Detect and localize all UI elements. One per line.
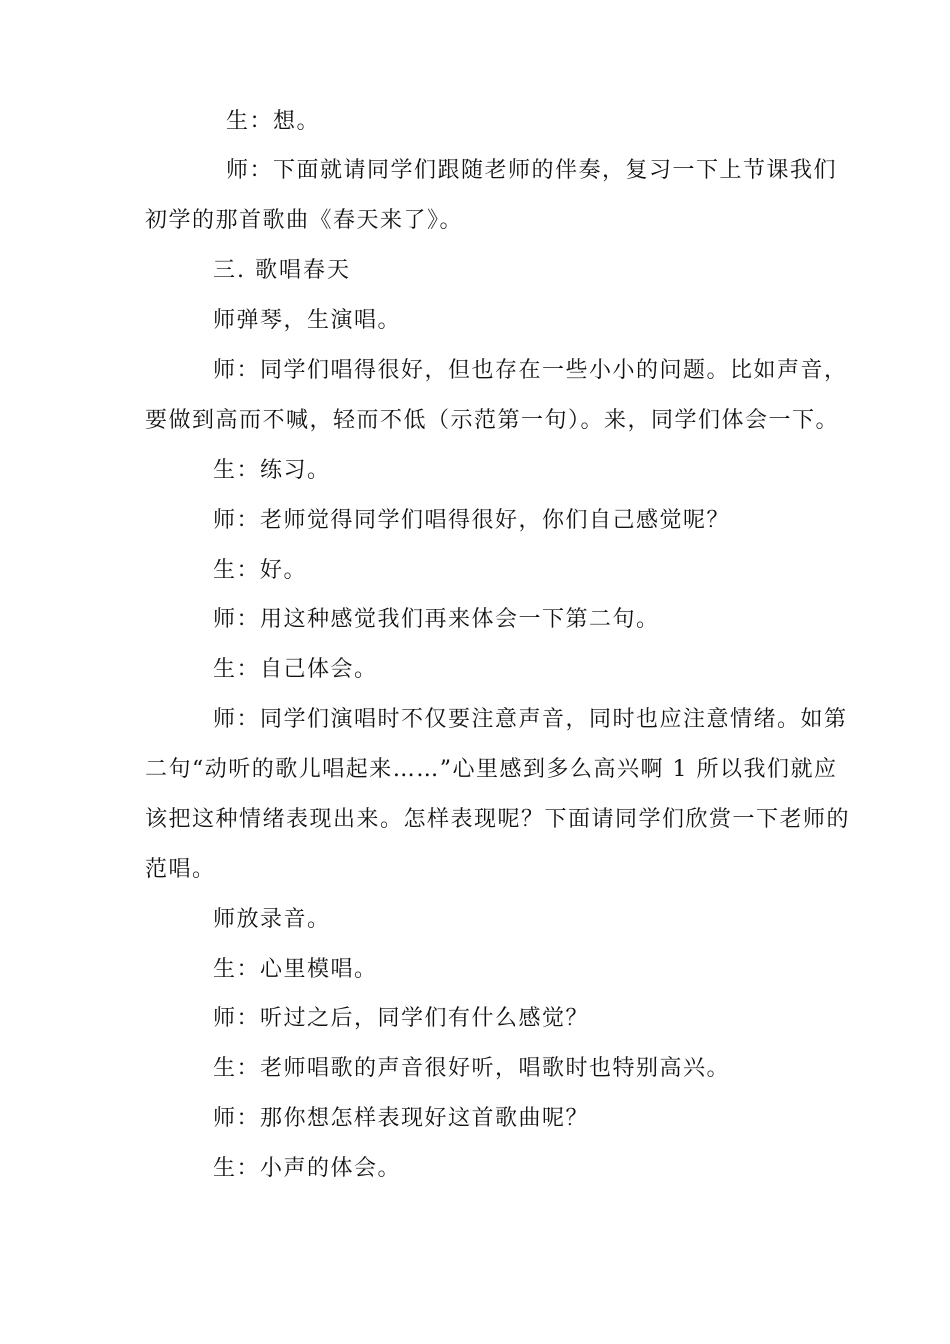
line-teacher-how-express: 师：那你想怎样表现好这首歌曲呢？	[213, 1106, 590, 1131]
line-teacher-review-1: 师：下面就请同学们跟随老师的伴奏，复习一下上节课我们	[226, 158, 838, 183]
line-teacher-ask-feeling: 师：老师觉得同学们唱得很好，你们自己感觉呢？	[213, 508, 731, 533]
line-student-hum: 生：心里模唱。	[213, 957, 378, 982]
line-student-think: 生：想。	[226, 109, 321, 134]
line-student-self-practice: 生：自己体会。	[213, 657, 378, 682]
line-teacher-feedback-1: 师：同学们唱得很好，但也存在一些小小的问题。比如声音，	[213, 358, 848, 383]
line-student-teacher-sings-well: 生：老师唱歌的声音很好听，唱歌时也特别高兴。	[213, 1056, 731, 1081]
line-teacher-emotion-1: 师：同学们演唱时不仅要注意声音，同时也应注意情绪。如第	[213, 707, 848, 732]
line-teacher-emotion-4: 范唱。	[145, 857, 216, 882]
line-teacher-feedback-2: 要做到高而不喊，轻而不低（示范第一句）。来，同学们体会一下。	[145, 408, 840, 433]
line-student-good: 生：好。	[213, 558, 308, 583]
section-heading-sing-spring: 三. 歌唱春天	[213, 258, 351, 283]
line-student-practice: 生：练习。	[213, 458, 331, 483]
line-teacher-after-listening: 师：听过之后，同学们有什么感觉？	[213, 1006, 590, 1031]
line-teacher-emotion-2: 二句“动听的歌儿唱起来……”心里感到多么高兴啊 1 所以我们就应	[145, 757, 838, 782]
line-student-quiet-practice: 生：小声的体会。	[213, 1156, 402, 1181]
line-teacher-second-phrase: 师：用这种感觉我们再来体会一下第二句。	[213, 607, 660, 632]
line-teacher-plays: 师弹琴，生演唱。	[213, 308, 402, 333]
line-teacher-plays-recording: 师放录音。	[213, 907, 331, 932]
line-teacher-review-2: 初学的那首歌曲《春天来了》。	[145, 208, 464, 233]
line-teacher-emotion-3: 该把这种情绪表现出来。怎样表现呢？下面请同学们欣赏一下老师的	[145, 807, 851, 832]
